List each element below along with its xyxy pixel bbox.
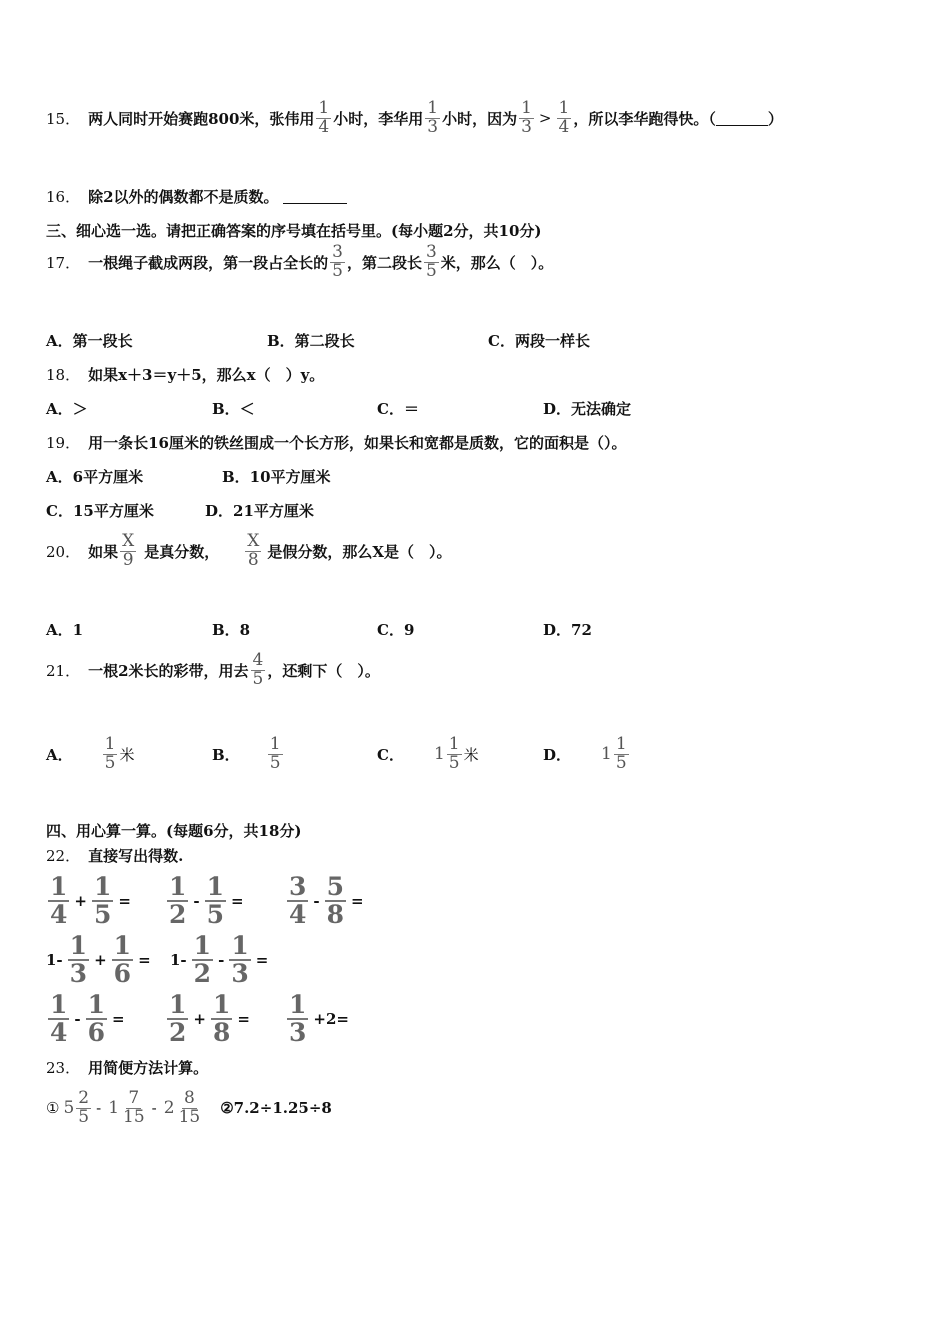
option-b[interactable]: B． $\frac{1}{5}$ bbox=[212, 734, 281, 773]
question-text: 除2以外的偶数都不是质数。 bbox=[88, 188, 279, 206]
question-15 bbox=[46, 100, 783, 137]
fraction: $\frac{1}{3}$ bbox=[427, 98, 439, 137]
question-text: 米，那么（ ）。 bbox=[440, 253, 554, 272]
option-b[interactable]: B．＜ bbox=[212, 400, 255, 418]
option-c[interactable]: C．＝ bbox=[377, 400, 419, 418]
question-16 bbox=[46, 186, 347, 207]
greater-than-sign: > bbox=[538, 109, 552, 128]
question-17 bbox=[46, 244, 553, 281]
question-text: ，所以李华跑得快。（ bbox=[573, 109, 716, 128]
option-a[interactable]: A．第一段长 bbox=[46, 332, 133, 350]
fraction: $\frac{X}{8}$ bbox=[247, 531, 260, 570]
fraction: $\frac{4}{5}$ bbox=[252, 650, 264, 689]
section-title: 四、用心算一算。(每题6分，共18分) bbox=[46, 822, 302, 840]
option-a[interactable]: A．1 bbox=[46, 621, 84, 639]
section-4-title bbox=[46, 820, 302, 841]
question-text: 用一条长16厘米的铁丝围成一个长方形，如果长和宽都是质数，它的面积是（）。 bbox=[88, 434, 627, 452]
option-b[interactable]: B．第二段长 bbox=[267, 332, 355, 350]
option-d[interactable]: D．21平方厘米 bbox=[205, 502, 314, 520]
option-c[interactable]: C．9 bbox=[377, 621, 415, 639]
question-21 bbox=[46, 652, 380, 689]
calc-item: $\frac{1}{2}$ - $\frac{1}{5}$ = bbox=[169, 872, 244, 930]
option-c[interactable]: C．两段一样长 bbox=[488, 332, 590, 350]
question-19 bbox=[46, 432, 626, 453]
question-text: 用简便方法计算。 bbox=[88, 1059, 209, 1077]
question-22 bbox=[46, 845, 183, 866]
question-text: 是真分数， bbox=[144, 542, 220, 561]
fraction: $\frac{3}{5}$ bbox=[425, 242, 437, 281]
question-text: 是假分数，那么X是（ ）。 bbox=[267, 542, 452, 561]
question-number: 15． bbox=[46, 109, 81, 128]
option-a[interactable]: A． $\frac{1}{5}$ 米 bbox=[46, 734, 135, 773]
question-text: ） bbox=[767, 109, 783, 128]
fraction: $\frac{X}{9}$ bbox=[122, 531, 135, 570]
fraction: $\frac{3}{5}$ bbox=[332, 242, 343, 281]
question-number: 18． bbox=[46, 366, 81, 384]
option-a[interactable]: A．6平方厘米 bbox=[46, 468, 144, 486]
fraction: $\frac{1}{4}$ bbox=[318, 98, 330, 137]
question-number: 23． bbox=[46, 1059, 81, 1077]
fraction: $\frac{1}{3}$ bbox=[521, 98, 532, 137]
calc-item: $\frac{3}{4}$ - $\frac{5}{8}$ = bbox=[289, 872, 364, 930]
calc-item: $\frac{1}{2}$ + $\frac{1}{8}$ = bbox=[169, 990, 250, 1048]
answer-blank[interactable] bbox=[716, 111, 768, 126]
fraction: $\frac{1}{5}$ bbox=[448, 734, 460, 773]
question-text: 直接写出得数. bbox=[88, 847, 184, 865]
question-number: 16． bbox=[46, 188, 81, 206]
fraction: $\frac{1}{4}$ bbox=[558, 98, 570, 137]
question-text: 一根绳子截成两段，第一段占全长的 bbox=[88, 253, 329, 272]
calc-item: $\frac{1}{4}$ + $\frac{1}{5}$ = bbox=[50, 872, 131, 930]
question-text: 一根2米长的彩带，用去 bbox=[88, 661, 249, 680]
question-20 bbox=[46, 533, 451, 570]
calc-item: $\frac{1}{4}$ - $\frac{1}{6}$ = bbox=[50, 990, 125, 1048]
calc-item: $\frac{1}{3}$ +2= bbox=[289, 990, 349, 1048]
calc-expression-1: ① 5 $\frac{2}{5}$ - 1 $\frac{7}{15}$ - 2 $\frac{8}{15}$ ②7.2÷1.25÷8 bbox=[46, 1088, 332, 1127]
question-text: 小时，因为 bbox=[442, 109, 518, 128]
option-d[interactable]: D．无法确定 bbox=[543, 400, 632, 418]
calc-item: 1- $\frac{1}{2}$ - $\frac{1}{3}$ = bbox=[170, 931, 269, 989]
question-number: 22． bbox=[46, 847, 81, 865]
question-number: 17． bbox=[46, 253, 81, 272]
question-text: 小时，李华用 bbox=[333, 109, 424, 128]
question-number: 21． bbox=[46, 661, 81, 680]
fraction: $\frac{1}{5}$ bbox=[104, 734, 116, 773]
question-number: 20． bbox=[46, 542, 81, 561]
section-title: 三、细心选一选。请把正确答案的序号填在括号里。(每小题2分，共10分) bbox=[46, 222, 542, 240]
fraction: $\frac{1}{5}$ bbox=[269, 734, 281, 773]
question-text: 如果 bbox=[88, 542, 119, 561]
answer-blank[interactable] bbox=[283, 189, 347, 204]
question-text: 如果x＋3＝y＋5，那么x（ ）y。 bbox=[88, 366, 325, 384]
section-3-title bbox=[46, 220, 542, 241]
question-text: 两人同时开始赛跑800米，张伟用 bbox=[88, 109, 315, 128]
option-c[interactable]: C． 1 $\frac{1}{5}$ 米 bbox=[377, 734, 479, 773]
question-18 bbox=[46, 364, 324, 385]
question-text: ，第二段长 bbox=[346, 253, 422, 272]
option-d[interactable]: D． 1 $\frac{1}{5}$ bbox=[543, 734, 627, 773]
option-b[interactable]: B．8 bbox=[212, 621, 251, 639]
fraction: $\frac{1}{5}$ bbox=[615, 734, 627, 773]
option-c[interactable]: C．15平方厘米 bbox=[46, 502, 154, 520]
question-number: 19． bbox=[46, 434, 81, 452]
option-a[interactable]: A．＞ bbox=[46, 400, 88, 418]
option-b[interactable]: B．10平方厘米 bbox=[222, 468, 331, 486]
question-23 bbox=[46, 1057, 208, 1078]
question-text: ，还剩下（ ）。 bbox=[267, 661, 380, 680]
calc-item: 1- $\frac{1}{3}$ + $\frac{1}{6}$ = bbox=[46, 931, 151, 989]
option-d[interactable]: D．72 bbox=[543, 621, 592, 639]
